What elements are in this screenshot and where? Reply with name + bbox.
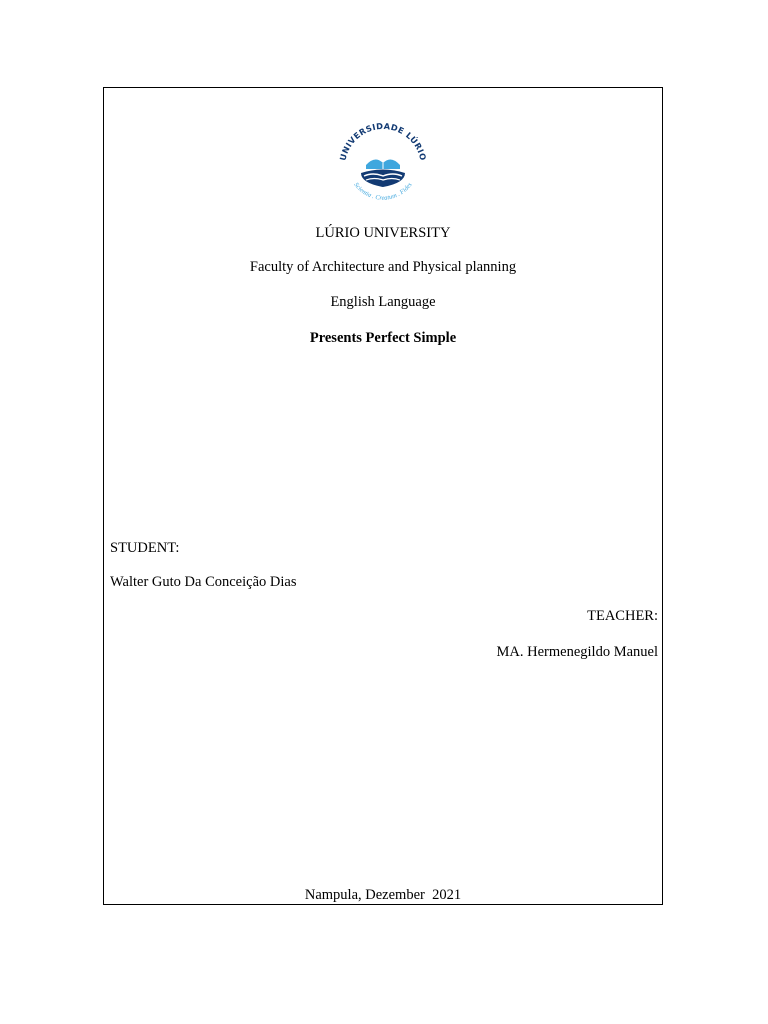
student-name: Walter Guto Da Conceição Dias	[110, 574, 297, 590]
svg-text:Scientia . Creatum . Fides: Scientia . Creatum . Fides	[352, 181, 414, 202]
teacher-label: TEACHER:	[587, 608, 658, 624]
faculty-name: Faculty of Architecture and Physical planning	[249, 259, 517, 275]
svg-text:UNIVERSIDADE LÚRIO: UNIVERSIDADE LÚRIO	[337, 121, 429, 162]
book-icon	[366, 159, 400, 169]
teacher-name: MA. Hermenegildo Manuel	[496, 644, 658, 660]
logo-arc-text	[338, 121, 429, 162]
waves-icon	[361, 170, 405, 188]
university-logo	[333, 121, 433, 211]
place-and-date: Nampula, Dezember 2021	[304, 887, 462, 903]
university-name: LÚRIO UNIVERSITY	[315, 225, 451, 241]
course-name: English Language	[330, 294, 436, 310]
student-label: STUDENT:	[110, 540, 180, 556]
document-title: Presents Perfect Simple	[309, 330, 457, 346]
